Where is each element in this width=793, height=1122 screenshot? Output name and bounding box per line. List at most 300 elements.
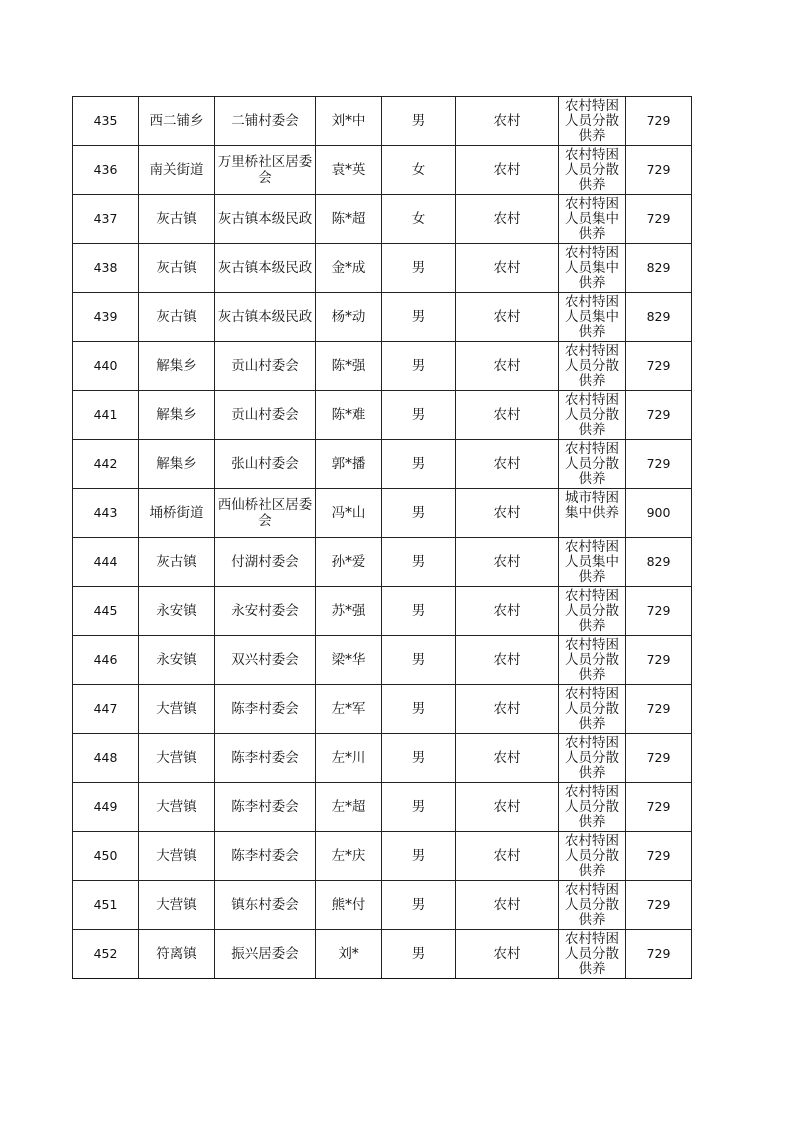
row-number-text: 439 [93,309,118,324]
village-committee-text: 灰古镇本级民政 [217,260,313,276]
village-committee-text: 灰古镇本级民政 [217,309,313,325]
monthly-amount-text: 729 [646,456,671,471]
village-committee-text: 陈李村委会 [231,701,299,717]
village-committee-cell [215,293,316,342]
table-row [73,930,692,979]
gender-cell [382,391,456,440]
support-category-text: 农村特困人员集中供养 [565,294,619,340]
town-text: 永安镇 [156,603,197,619]
residence-type-cell [456,636,559,685]
relief-recipient-table [72,96,692,979]
residence-type-text: 农村 [493,652,521,668]
village-committee-text: 西仙桥社区居委会 [217,497,313,529]
monthly-amount-cell [626,881,692,930]
gender-cell [382,587,456,636]
recipient-name-text: 冯*山 [331,505,366,521]
monthly-amount-text: 729 [646,407,671,422]
monthly-amount-cell [626,587,692,636]
row-number-text: 447 [93,701,118,716]
support-category-cell [559,244,626,293]
town-text: 永安镇 [156,652,197,668]
recipient-name-text: 左*庆 [331,848,366,864]
recipient-name-cell [316,489,382,538]
gender-text: 男 [411,260,426,276]
monthly-amount-cell [626,342,692,391]
support-category-text: 农村特困人员分散供养 [565,588,619,634]
recipient-name-cell [316,783,382,832]
support-category-cell [559,881,626,930]
town-cell [139,391,215,440]
gender-cell [382,930,456,979]
recipient-name-text: 孙*爱 [331,554,366,570]
row-number-cell [73,146,139,195]
recipient-name-text: 熊*付 [331,897,366,913]
support-category-text: 农村特困人员分散供养 [565,441,619,487]
residence-type-cell [456,244,559,293]
row-number-text: 449 [93,799,118,814]
village-committee-text: 陈李村委会 [231,799,299,815]
support-category-cell [559,293,626,342]
town-text: 大营镇 [156,897,197,913]
town-cell [139,538,215,587]
town-text: 南关街道 [149,162,204,178]
gender-cell [382,195,456,244]
village-committee-cell [215,587,316,636]
residence-type-cell [456,440,559,489]
town-text: 灰古镇 [156,260,197,276]
table-row [73,440,692,489]
residence-type-cell [456,734,559,783]
town-text: 灰古镇 [156,211,197,227]
row-number-text: 443 [93,505,118,520]
recipient-name-cell [316,195,382,244]
monthly-amount-text: 729 [646,358,671,373]
residence-type-text: 农村 [493,260,521,276]
row-number-text: 442 [93,456,118,471]
row-number-cell [73,244,139,293]
village-committee-text: 二铺村委会 [231,113,299,129]
monthly-amount-cell [626,832,692,881]
recipient-name-cell [316,685,382,734]
support-category-cell [559,832,626,881]
village-committee-text: 贡山村委会 [231,358,299,374]
town-text: 符离镇 [156,946,197,962]
row-number-text: 452 [93,946,118,961]
residence-type-text: 农村 [493,407,521,423]
table-row [73,685,692,734]
residence-type-text: 农村 [493,211,521,227]
gender-text: 男 [411,407,426,423]
support-category-text: 农村特困人员集中供养 [565,539,619,585]
village-committee-cell [215,538,316,587]
monthly-amount-cell [626,930,692,979]
town-text: 解集乡 [156,456,197,472]
residence-type-cell [456,391,559,440]
village-committee-cell [215,734,316,783]
residence-type-cell [456,587,559,636]
monthly-amount-text: 829 [646,260,671,275]
recipient-name-text: 陈*超 [331,211,366,227]
row-number-text: 436 [93,162,118,177]
table-row [73,391,692,440]
residence-type-text: 农村 [493,701,521,717]
town-cell [139,97,215,146]
row-number-text: 450 [93,848,118,863]
gender-cell [382,783,456,832]
row-number-text: 441 [93,407,118,422]
gender-text: 男 [411,848,426,864]
residence-type-text: 农村 [493,848,521,864]
table-row [73,734,692,783]
table-row [73,587,692,636]
support-category-cell [559,587,626,636]
town-text: 灰古镇 [156,309,197,325]
support-category-text: 城市特困集中供养 [565,490,619,521]
residence-type-text: 农村 [493,358,521,374]
table-row [73,244,692,293]
monthly-amount-cell [626,538,692,587]
residence-type-text: 农村 [493,505,521,521]
recipient-name-cell [316,97,382,146]
row-number-text: 438 [93,260,118,275]
village-committee-text: 陈李村委会 [231,750,299,766]
row-number-cell [73,832,139,881]
town-cell [139,440,215,489]
gender-text: 男 [411,750,426,766]
row-number-cell [73,881,139,930]
support-category-cell [559,734,626,783]
residence-type-text: 农村 [493,554,521,570]
town-cell [139,783,215,832]
gender-cell [382,146,456,195]
town-text: 大营镇 [156,848,197,864]
village-committee-text: 万里桥社区居委会 [217,154,313,186]
recipient-name-text: 左*军 [331,701,366,717]
support-category-cell [559,538,626,587]
residence-type-text: 农村 [493,309,521,325]
support-category-cell [559,97,626,146]
monthly-amount-cell [626,244,692,293]
gender-text: 男 [411,554,426,570]
support-category-text: 农村特困人员分散供养 [565,147,619,193]
support-category-text: 农村特困人员分散供养 [565,735,619,781]
residence-type-text: 农村 [493,946,521,962]
gender-text: 男 [411,358,426,374]
gender-cell [382,244,456,293]
recipient-name-text: 陈*强 [331,358,366,374]
gender-cell [382,97,456,146]
support-category-text: 农村特困人员分散供养 [565,784,619,830]
support-category-cell [559,146,626,195]
recipient-name-cell [316,342,382,391]
support-category-cell [559,342,626,391]
residence-type-text: 农村 [493,162,521,178]
village-committee-text: 张山村委会 [231,456,299,472]
village-committee-cell [215,832,316,881]
town-cell [139,881,215,930]
town-cell [139,293,215,342]
recipient-name-text: 袁*英 [331,162,366,178]
row-number-cell [73,587,139,636]
residence-type-text: 农村 [493,603,521,619]
village-committee-cell [215,636,316,685]
residence-type-text: 农村 [493,113,521,129]
table-row [73,97,692,146]
gender-cell [382,293,456,342]
table-row [73,636,692,685]
gender-cell [382,636,456,685]
monthly-amount-text: 900 [646,505,671,520]
gender-cell [382,881,456,930]
row-number-text: 445 [93,603,118,618]
monthly-amount-cell [626,391,692,440]
gender-cell [382,832,456,881]
village-committee-cell [215,440,316,489]
recipient-name-text: 刘*中 [331,113,366,129]
gender-cell [382,440,456,489]
gender-text: 男 [411,603,426,619]
support-category-text: 农村特困人员分散供养 [565,686,619,732]
monthly-amount-text: 729 [646,799,671,814]
recipient-name-cell [316,440,382,489]
support-category-text: 农村特困人员分散供养 [565,98,619,144]
recipient-name-cell [316,293,382,342]
monthly-amount-text: 729 [646,750,671,765]
residence-type-cell [456,342,559,391]
monthly-amount-cell [626,97,692,146]
gender-text: 男 [411,799,426,815]
village-committee-cell [215,146,316,195]
recipient-name-cell [316,391,382,440]
monthly-amount-cell [626,293,692,342]
support-category-cell [559,930,626,979]
gender-text: 男 [411,309,426,325]
village-committee-text: 付湖村委会 [231,554,299,570]
monthly-amount-cell [626,685,692,734]
row-number-text: 446 [93,652,118,667]
row-number-cell [73,489,139,538]
gender-cell [382,342,456,391]
residence-type-cell [456,146,559,195]
row-number-cell [73,734,139,783]
row-number-text: 448 [93,750,118,765]
row-number-text: 435 [93,113,118,128]
residence-type-cell [456,832,559,881]
town-cell [139,195,215,244]
gender-text: 女 [411,211,426,227]
town-cell [139,244,215,293]
residence-type-cell [456,881,559,930]
support-category-cell [559,489,626,538]
gender-text: 男 [411,946,426,962]
town-cell [139,146,215,195]
table-row [73,146,692,195]
residence-type-cell [456,685,559,734]
table-row [73,293,692,342]
town-cell [139,685,215,734]
village-committee-text: 振兴居委会 [231,946,299,962]
monthly-amount-cell [626,636,692,685]
recipient-name-cell [316,734,382,783]
table-row [73,538,692,587]
monthly-amount-text: 729 [646,162,671,177]
village-committee-cell [215,195,316,244]
support-category-cell [559,636,626,685]
residence-type-cell [456,97,559,146]
town-text: 埇桥街道 [149,505,204,521]
monthly-amount-cell [626,489,692,538]
gender-cell [382,685,456,734]
residence-type-text: 农村 [493,799,521,815]
recipient-name-cell [316,244,382,293]
table-row [73,783,692,832]
recipient-name-cell [316,930,382,979]
recipient-name-text: 苏*强 [331,603,366,619]
support-category-text: 农村特困人员分散供养 [565,343,619,389]
residence-type-cell [456,930,559,979]
recipient-name-text: 杨*动 [331,309,366,325]
support-category-text: 农村特困人员分散供养 [565,931,619,977]
village-committee-cell [215,97,316,146]
table-row [73,195,692,244]
support-category-cell [559,783,626,832]
row-number-cell [73,293,139,342]
gender-cell [382,538,456,587]
village-committee-cell [215,930,316,979]
gender-text: 男 [411,113,426,129]
row-number-text: 451 [93,897,118,912]
residence-type-cell [456,538,559,587]
support-category-text: 农村特困人员分散供养 [565,392,619,438]
recipient-name-cell [316,538,382,587]
town-text: 解集乡 [156,407,197,423]
gender-text: 男 [411,652,426,668]
recipient-name-cell [316,832,382,881]
village-committee-text: 永安村委会 [231,603,299,619]
recipient-name-text: 刘* [338,946,359,962]
village-committee-cell [215,244,316,293]
recipient-name-text: 陈*难 [331,407,366,423]
recipient-name-text: 左*超 [331,799,366,815]
table-row [73,489,692,538]
support-category-cell [559,391,626,440]
town-cell [139,930,215,979]
gender-cell [382,489,456,538]
village-committee-cell [215,881,316,930]
town-text: 解集乡 [156,358,197,374]
town-cell [139,636,215,685]
town-text: 大营镇 [156,750,197,766]
support-category-text: 农村特困人员集中供养 [565,196,619,242]
residence-type-cell [456,783,559,832]
town-cell [139,587,215,636]
recipient-name-text: 梁*华 [331,652,366,668]
support-category-text: 农村特困人员分散供养 [565,882,619,928]
town-text: 西二铺乡 [149,113,204,129]
residence-type-cell [456,293,559,342]
gender-text: 女 [411,162,426,178]
town-text: 大营镇 [156,799,197,815]
gender-cell [382,734,456,783]
residence-type-text: 农村 [493,750,521,766]
row-number-cell [73,97,139,146]
table-body [73,97,692,979]
gender-text: 男 [411,456,426,472]
village-committee-text: 陈李村委会 [231,848,299,864]
monthly-amount-text: 729 [646,603,671,618]
gender-text: 男 [411,897,426,913]
monthly-amount-text: 729 [646,946,671,961]
row-number-text: 444 [93,554,118,569]
recipient-name-text: 金*成 [331,260,366,276]
recipient-name-cell [316,146,382,195]
support-category-cell [559,195,626,244]
row-number-text: 440 [93,358,118,373]
residence-type-text: 农村 [493,456,521,472]
residence-type-cell [456,195,559,244]
row-number-cell [73,783,139,832]
gender-text: 男 [411,701,426,717]
row-number-cell [73,440,139,489]
row-number-text: 437 [93,211,118,226]
recipient-name-text: 左*川 [331,750,366,766]
monthly-amount-cell [626,146,692,195]
monthly-amount-text: 729 [646,652,671,667]
recipient-name-cell [316,587,382,636]
monthly-amount-text: 829 [646,554,671,569]
table-row [73,832,692,881]
row-number-cell [73,685,139,734]
support-category-text: 农村特困人员分散供养 [565,637,619,683]
table-row [73,881,692,930]
support-category-text: 农村特困人员分散供养 [565,833,619,879]
village-committee-cell [215,342,316,391]
recipient-name-cell [316,636,382,685]
support-category-text: 农村特困人员集中供养 [565,245,619,291]
monthly-amount-text: 729 [646,848,671,863]
monthly-amount-cell [626,783,692,832]
monthly-amount-cell [626,440,692,489]
row-number-cell [73,195,139,244]
residence-type-cell [456,489,559,538]
recipient-name-text: 郭*播 [331,456,366,472]
row-number-cell [73,930,139,979]
village-committee-text: 灰古镇本级民政 [217,211,313,227]
recipient-name-cell [316,881,382,930]
village-committee-text: 双兴村委会 [231,652,299,668]
village-committee-cell [215,391,316,440]
gender-text: 男 [411,505,426,521]
village-committee-text: 贡山村委会 [231,407,299,423]
monthly-amount-text: 729 [646,897,671,912]
town-text: 灰古镇 [156,554,197,570]
support-category-cell [559,685,626,734]
monthly-amount-text: 729 [646,701,671,716]
town-cell [139,832,215,881]
monthly-amount-text: 729 [646,211,671,226]
monthly-amount-cell [626,734,692,783]
residence-type-text: 农村 [493,897,521,913]
town-text: 大营镇 [156,701,197,717]
village-committee-cell [215,489,316,538]
row-number-cell [73,538,139,587]
row-number-cell [73,342,139,391]
town-cell [139,734,215,783]
monthly-amount-cell [626,195,692,244]
town-cell [139,489,215,538]
village-committee-cell [215,685,316,734]
monthly-amount-text: 729 [646,113,671,128]
